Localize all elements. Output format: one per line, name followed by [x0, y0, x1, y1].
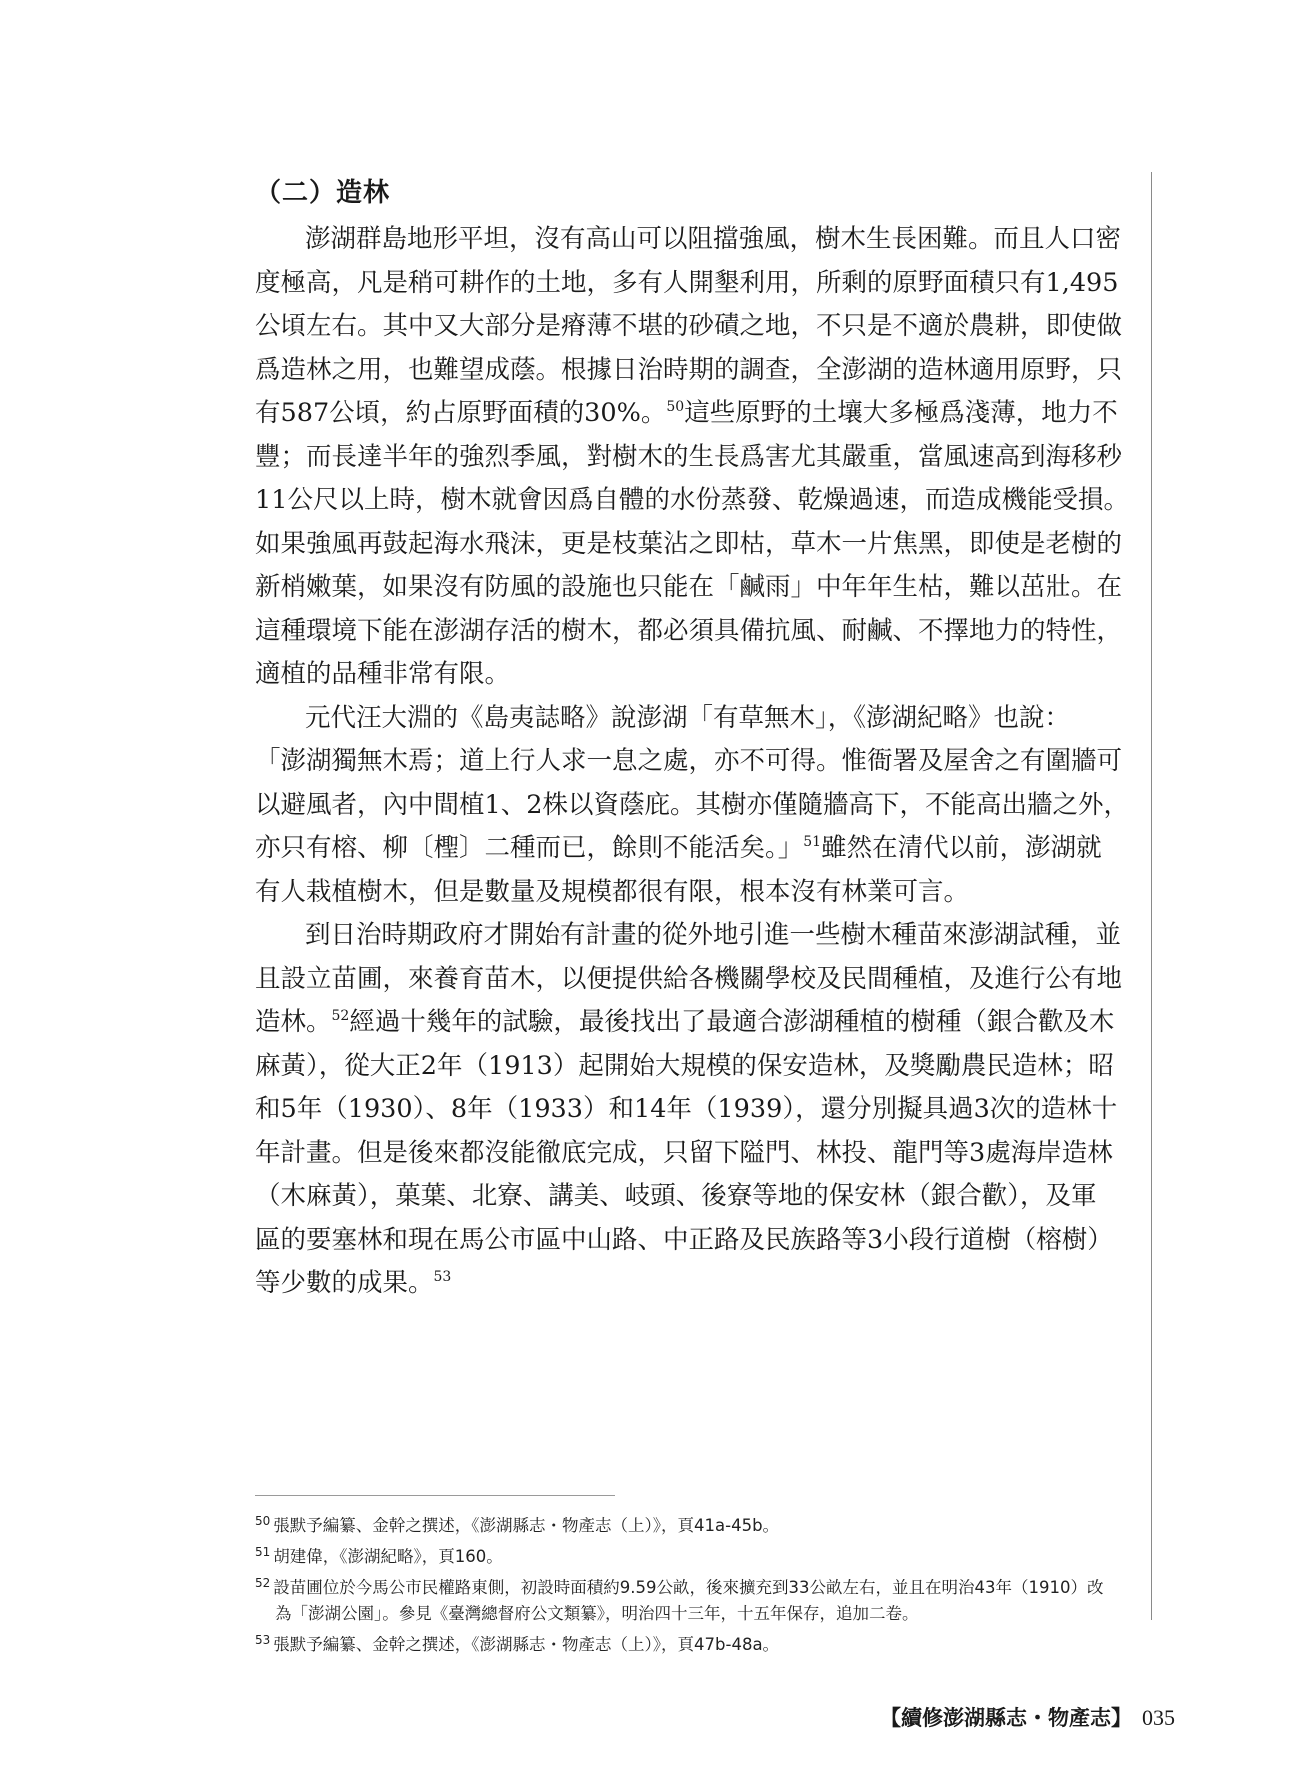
text-line: 麻黃），從大正2年（1913）起開始大規模的保安造林，及獎勵農民造林；昭	[255, 1050, 1114, 1081]
footnote-53: $^{53}$ 張默予編纂、金幹之撰述，《澎湖縣志・物產志（上）》，頁47b-48a。	[255, 1633, 780, 1654]
text-line: 等少數的成果。$^{53}$	[255, 1268, 452, 1298]
text-line: 和5年（1930）、8年（1933）和14年（1939），還分別擬具過3次的造林十	[255, 1094, 1118, 1124]
footnotes	[255, 1508, 1135, 1658]
text-line: 度極高，凡是稍可耕作的土地，多有人開墾利用，所剩的原野面積只有1,495	[255, 267, 1119, 298]
text-line: 元代汪大淵的《島夷誌略》說澎湖「有草無木」，《澎湖紀略》也說：	[305, 702, 1071, 733]
text-line: 澎湖群島地形平坦，沒有高山可以阻擋強風，樹木生長困難。而且人口密	[305, 224, 1122, 254]
text-line: 造林。$^{52}$經過十幾年的試驗，最後找出了最適合澎湖種植的樹種（銀合歡及木	[255, 1007, 1115, 1037]
text-line: 11公尺以上時，樹木就會因爲自體的水份蒸發、乾燥過速，而造成機能受損。	[255, 485, 1129, 515]
text-line: 有587公頃，約占原野面積的30%。$^{50}$這些原野的土壤大多極爲淺薄，地力不	[255, 398, 1118, 428]
footnote-divider	[255, 1495, 615, 1496]
text-line: 公頃左右。其中又大部分是瘠薄不堪的砂磧之地，不只是不適於農耕，即使做	[255, 311, 1123, 341]
text-line: 到日治時期政府才開始有計畫的從外地引進一些樹木種苗來澎湖試種，並	[305, 920, 1122, 950]
text-line: 且設立苗圃，來養育苗木，以便提供給各機關學校及民間種植，及進行公有地	[255, 963, 1123, 994]
page-number: 035	[1142, 1705, 1175, 1730]
margin-rule	[1151, 172, 1152, 1620]
text-line: 豐；而長達半年的強烈季風，對樹木的生長爲害尤其嚴重，當風速高到海移秒	[255, 441, 1123, 472]
text-line: 這種環境下能在澎湖存活的樹木，都必須具備抗風、耐鹹、不擇地力的特性，	[255, 615, 1123, 646]
section-heading: （二）造林	[255, 178, 391, 208]
footnote-50: $^{50}$ 張默予編纂、金幹之撰述，《澎湖縣志・物產志（上）》，頁41a-45b。	[255, 1514, 780, 1535]
text-line: 以避風者，內中間植1、2株以資蔭庇。其樹亦僅隨牆高下，不能高出牆之外，	[255, 789, 1129, 820]
text-line: 適植的品種非常有限。	[255, 659, 511, 689]
book-title: 【續修澎湖縣志・物產志】	[880, 1705, 1132, 1730]
body-text	[255, 218, 1131, 1306]
footnote-ref-53[interactable]: 53	[433, 1269, 452, 1285]
footnote-52-continuation: 為「澎湖公園」。參見《臺灣總督府公文類纂》，明治四十三年，十五年保存，追加二卷。	[275, 1604, 919, 1623]
text-line: 區的要塞林和現在馬公市區中山路、中正路及民族路等3小段行道樹（榕樹）	[255, 1224, 1113, 1255]
text-line: 年計畫。但是後來都沒能徹底完成，只留下隘門、林投、龍門等3處海岸造林	[255, 1137, 1113, 1168]
footnote-ref-52[interactable]: 52	[331, 1008, 350, 1024]
running-footer	[880, 1702, 1175, 1732]
text-line: 新梢嫩葉，如果沒有防風的設施也只能在「鹹雨」中年年生枯，難以茁壯。在	[255, 572, 1123, 602]
text-line: 爲造林之用，也難望成蔭。根據日治時期的調查，全澎湖的造林適用原野，只	[255, 354, 1123, 385]
footnote-52: $^{52}$ 設苗圃位於今馬公市民權路東側，初設時面積約9.59公畝，後來擴充到33公畝左右，並且在明治43年（1910）改	[255, 1576, 1104, 1597]
text-line: （木麻黃），菓葉、北寮、講美、岐頭、後寮等地的保安林（銀合歡），及軍	[255, 1181, 1097, 1211]
footnote-ref-50[interactable]: 50	[666, 399, 685, 415]
footnote-ref-51[interactable]: 51	[803, 834, 822, 850]
text-line: 有人栽植樹木，但是數量及規模都很有限，根本沒有林業可言。	[255, 876, 970, 907]
text-line: 亦只有榕、柳〔檉〕二種而已，餘則不能活矣。」$^{51}$雖然在清代以前，澎湖就	[255, 833, 1102, 863]
text-line: 「澎湖獨無木焉；道上行人求一息之處，亦不可得。惟衙署及屋舍之有圍牆可	[255, 746, 1123, 776]
text-line: 如果強風再鼓起海水飛沫，更是枝葉沾之即枯，草木一片焦黑，即使是老樹的	[255, 528, 1123, 559]
footnote-51: $^{51}$ 胡建偉，《澎湖紀略》，頁160。	[255, 1545, 503, 1566]
